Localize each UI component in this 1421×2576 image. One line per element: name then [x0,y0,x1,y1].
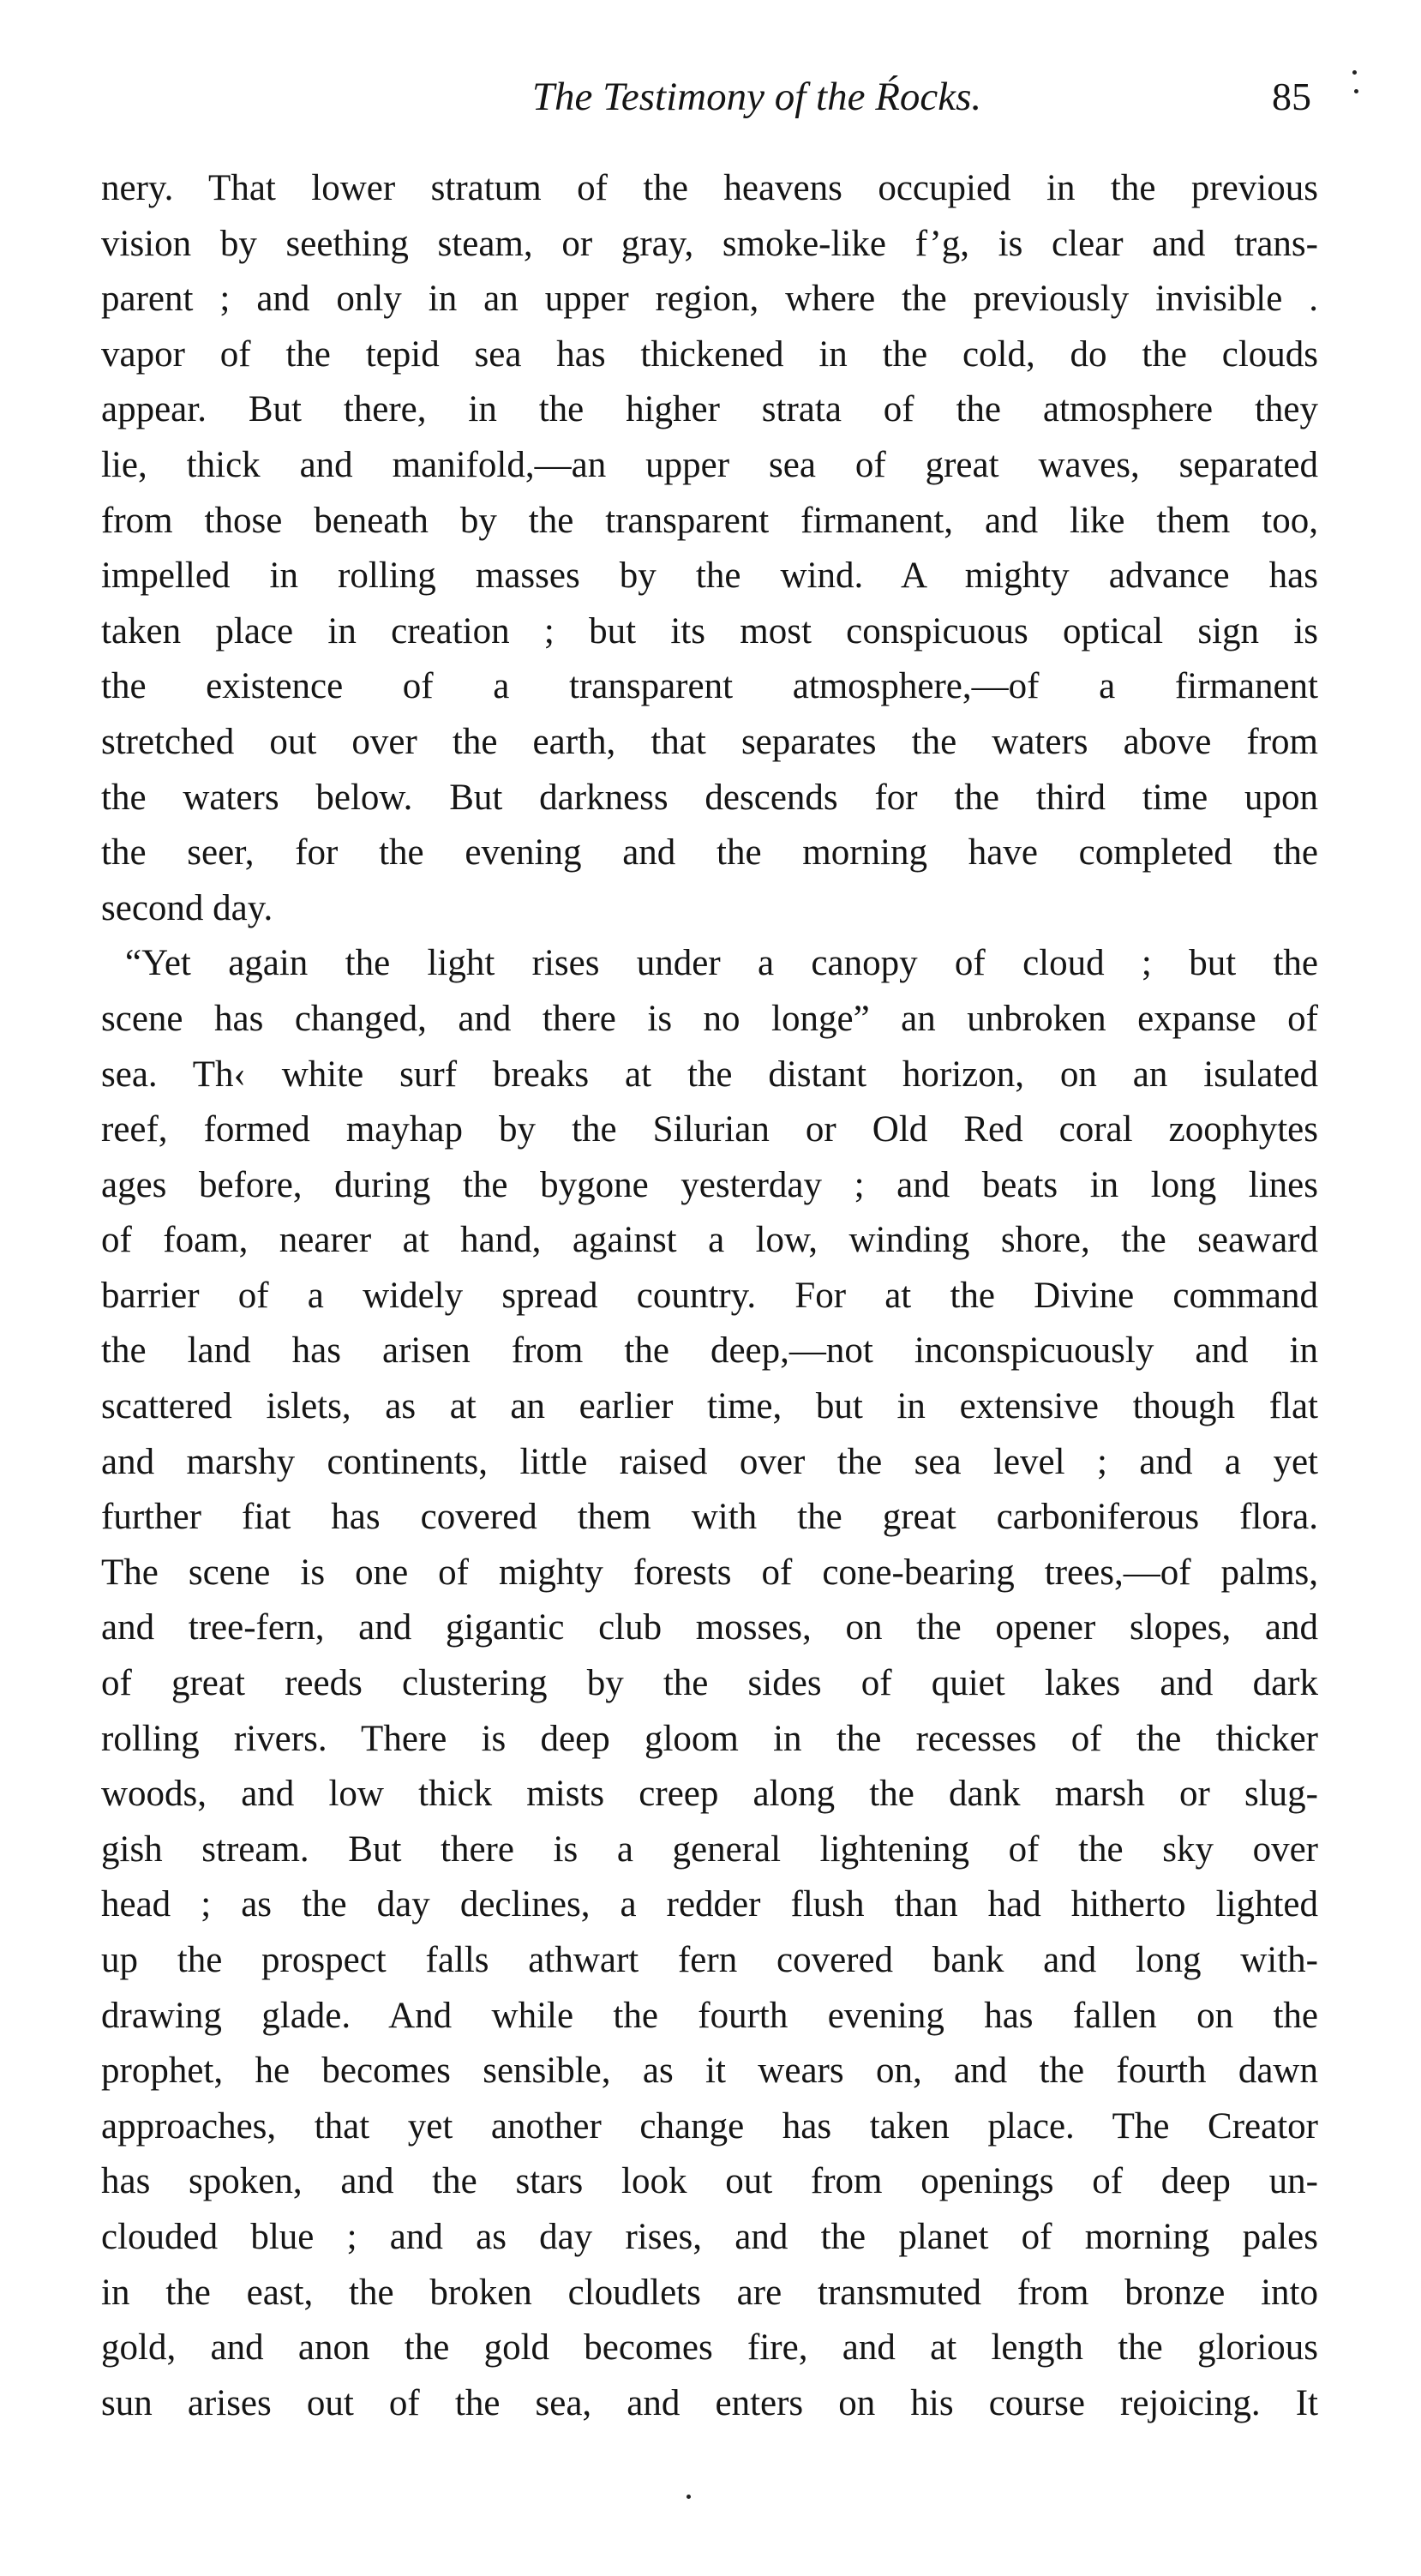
body-text [101,161,1318,2431]
text-line: in the east, the broken cloudlets are transmuted from bronze into [101,2272,1318,2313]
text-line: nery. That lower stratum of the heavens occupied in the previous [101,168,1318,208]
text-line: “Yet again the light rises under a canopy of cloud ; but the [125,943,1318,984]
text-line: sun arises out of the sea, and enters on his course rejoicing. It [101,2382,1318,2423]
text-line: parent ; and only in an upper region, where the previously invisible . [101,279,1318,320]
text-line: impelled in rolling masses by the wind. A mighty advance has [101,555,1318,597]
text-line: scattered islets, as at an earlier time, but in extensive though flat [101,1386,1318,1427]
text-line: stretched out over the earth, that separates the waters above from [101,721,1318,762]
text-line: approaches, that yet another change has taken place. The Creator [101,2105,1318,2147]
text-line: vision by seething steam, or gray, smoke-like f’g, is clear and trans- [101,223,1318,264]
text-line: of great reeds clustering by the sides of quiet lakes and dark [101,1663,1318,1704]
text-line: and tree-fern, and gigantic club mosses, on the opener slopes, and [101,1607,1318,1648]
text-line: drawing glade. And while the fourth evening has fallen on the [101,1995,1318,2036]
text-line: The scene is one of mighty forests of cone-bearing trees,—of palms, [101,1552,1318,1593]
text-line: clouded blue ; and as day rises, and the planet of morning pales [101,2216,1318,2257]
text-line: head ; as the day declines, a redder flush than had hitherto lighted [101,1884,1318,1925]
text-line: further fiat has covered them with the great carboniferous flora. [101,1497,1318,1538]
text-line: sea. Th‹ white surf breaks at the distant horizon, on an isulated [101,1054,1318,1095]
text-line: appear. But there, in the higher strata of the atmosphere they [101,389,1318,430]
text-line: ages before, during the bygone yesterday ; and beats in long lines [101,1164,1318,1205]
text-line: second day. [101,887,273,928]
text-line: prophet, he becomes sensible, as it wears on, and the fourth dawn [101,2051,1318,2092]
page-number: 85 [1272,75,1311,118]
text-line: from those beneath by the transparent firmanent, and like them too, [101,500,1318,541]
text-line: up the prospect falls athwart fern covered bank and long with- [101,1940,1318,1980]
text-line: gold, and anon the gold becomes fire, and at length the glorious [101,2327,1318,2369]
text-line: vapor of the tepid sea has thickened in the cold, do the clouds [101,333,1318,375]
text-line: the land has arisen from the deep,—not inconspicuously and in [101,1330,1318,1372]
text-line: reef, formed mayhap by the Silurian or Old Red coral zoophytes [101,1109,1318,1150]
print-speck [687,2495,691,2499]
text-line: rolling rivers. There is deep gloom in the recesses of the thicker [101,1718,1318,1759]
text-line: has spoken, and the stars look out from openings of deep un- [101,2161,1318,2202]
text-line: of foam, nearer at hand, against a low, winding shore, the seaward [101,1220,1318,1261]
running-head [101,67,1318,127]
text-line: the existence of a transparent atmosphere,—of a firmanent [101,666,1318,707]
text-line: scene has changed, and there is no longe” an unbroken expanse of [101,998,1318,1039]
text-line: taken place in creation ; but its most conspicuous optical sign is [101,610,1318,652]
text-line: woods, and low thick mists creep along the dank marsh or slug- [101,1774,1318,1815]
text-line: the waters below. But darkness descends for the third time upon [101,777,1318,818]
text-line: gish stream. But there is a general lightening of the sky over [101,1828,1318,1870]
text-line: lie, thick and manifold,—an upper sea of great waves, separated [101,444,1318,485]
running-title: The Testimony of the Ŕocks. [531,75,982,119]
text-line: the seer, for the evening and the morning have completed the [101,832,1318,874]
text-line: and marshy continents, little raised over the sea level ; and a yet [101,1441,1318,1482]
print-speck [1352,70,1357,75]
text-line: barrier of a widely spread country. For at the Divine command [101,1275,1318,1316]
print-speck [1354,89,1358,93]
